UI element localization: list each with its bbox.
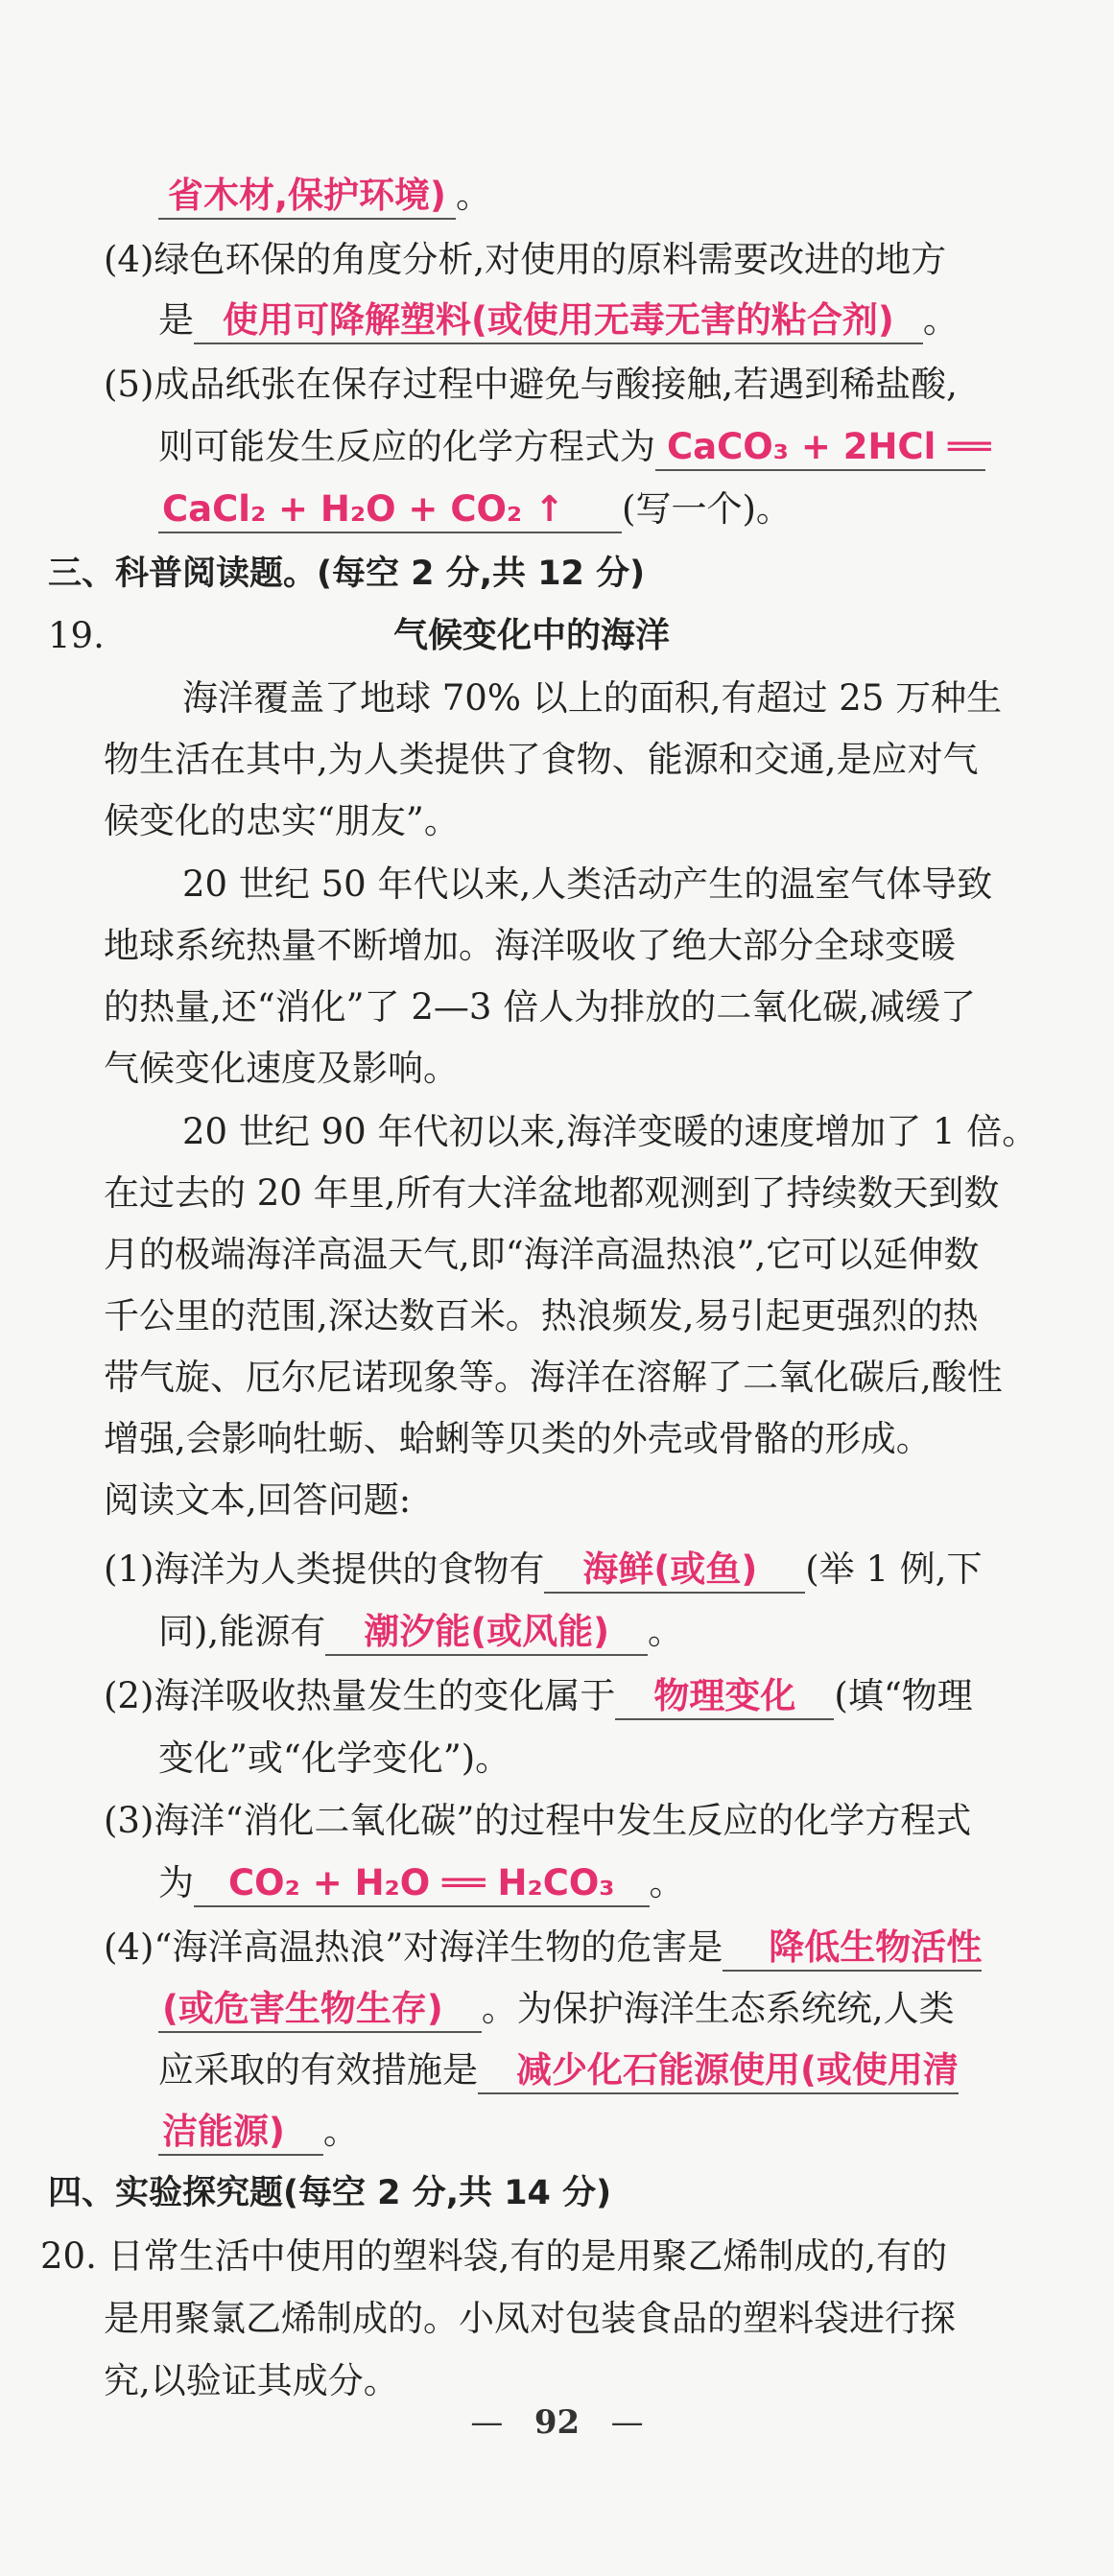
punct: 。 [648, 1611, 684, 1652]
punct: 。 [922, 299, 959, 341]
q19-para1-line3: 候变化的忠实“朋友”。 [104, 800, 460, 841]
section4-heading: 四、实验探究题(每空 2 分,共 14 分) [48, 2174, 612, 2212]
q20-line1: 20. 日常生活中使用的塑料袋,有的是用聚乙烯制成的,有的 [40, 2235, 948, 2277]
q20-line2: 是用聚氯乙烯制成的。小凤对包装食品的塑料袋进行探 [104, 2298, 956, 2339]
q19-sub1-line1 [104, 1545, 983, 1595]
page-footer [0, 2403, 1114, 2442]
q19-sub4-line4 [158, 2107, 359, 2157]
q18-part5-line2 [158, 422, 991, 472]
q19-sub2-line1 [104, 1671, 973, 1721]
q19-sub1-line2 [158, 1607, 683, 1657]
text: (举 1 例,下 [805, 1548, 983, 1590]
q19-para2-line2: 地球系统热量不断增加。海洋吸收了绝大部分全球变暖 [104, 925, 956, 966]
q19-para3-line2: 在过去的 20 年里,所有大洋盆地都观测到了持续数天到数 [104, 1172, 1000, 1214]
section3-heading: 三、科普阅读题。(每空 2 分,共 12 分) [48, 555, 646, 593]
punct: 。 [649, 1862, 685, 1903]
q18-part4-answer: 使用可降解塑料(或使用无毒无害的粘合剂) [194, 298, 923, 344]
q19-para3-line5: 带气旋、厄尔尼诺现象等。海洋在溶解了二氧化碳后,酸性 [104, 1357, 1003, 1398]
q19-sub4-line2 [158, 1984, 955, 2034]
footer-dash-left: — [470, 2403, 504, 2442]
text: 是 [158, 299, 194, 341]
text: (2)海洋吸收热量发生的变化属于 [104, 1675, 616, 1716]
q19-para3-line1: 20 世纪 90 年代初以来,海洋变暖的速度增加了 1 倍。 [182, 1111, 1038, 1152]
punct: 。 [455, 175, 491, 216]
q19-sub2-line2: 变化”或“化学变化”)。 [158, 1737, 511, 1779]
q19-sub4-line1 [104, 1923, 982, 1973]
q19-sub4-line3 [158, 2045, 959, 2095]
q19-sub3-answer: CO₂ + H₂O ══ H₂CO₃ [194, 1861, 650, 1907]
text: 。为保护海洋生态系统统,人类 [481, 1988, 955, 2029]
q19-prompt: 阅读文本,回答问题: [104, 1479, 412, 1521]
text: 为 [158, 1862, 194, 1903]
q19-sub4-answer-c: 减少化石能源使用(或使用清 [478, 2048, 959, 2094]
q19-title: 气候变化中的海洋 [393, 616, 671, 655]
page-number: 92 [533, 2403, 581, 2442]
q19-sub4-answer-d: 洁能源) [158, 2110, 323, 2156]
q20-line3: 究,以验证其成分。 [104, 2360, 399, 2401]
text: (1)海洋为人类提供的食物有 [104, 1548, 545, 1590]
text: (填“物理 [834, 1675, 973, 1716]
q18-part5-answer-b: CaCl₂ + H₂O + CO₂ ↑ [158, 487, 622, 533]
text: (4)“海洋高温热浪”对海洋生物的危害是 [104, 1926, 723, 1968]
text: 同),能源有 [158, 1611, 326, 1652]
q19-sub1-answer: 海鲜(或鱼) [544, 1548, 805, 1594]
q18-continued-line [158, 171, 491, 221]
text: (写一个)。 [622, 488, 792, 530]
q19-para1-line1: 海洋覆盖了地球 70% 以上的面积,有超过 25 万种生 [182, 677, 1003, 719]
q19-sub3-line2 [158, 1858, 685, 1908]
q19-sub4-answer-a: 降低生物活性 [723, 1926, 982, 1972]
q18-part4-line1: (4)绿色环保的角度分析,对使用的原料需要改进的地方 [104, 239, 947, 280]
q19-para2-line4: 气候变化速度及影响。 [104, 1048, 459, 1089]
q19-sub2-answer: 物理变化 [615, 1674, 834, 1720]
text: 应采取的有效措施是 [158, 2049, 478, 2091]
q19-para1-line2: 物生活在其中,为人类提供了食物、能源和交通,是应对气 [104, 739, 979, 780]
q19-para3-line3: 月的极端海洋高温天气,即“海洋高温热浪”,它可以延伸数 [104, 1234, 980, 1275]
q19-number: 19. [48, 615, 105, 656]
q19-para3-line4: 千公里的范围,深达数百米。热浪频发,易引起更强烈的热 [104, 1295, 979, 1336]
q19-sub1-answer2: 潮汐能(或风能) [325, 1610, 648, 1656]
text: 则可能发生反应的化学方程式为 [158, 426, 655, 467]
q19-sub4-answer-b: (或危害生物生存) [158, 1987, 482, 2033]
q18-part5-line1: (5)成品纸张在保存过程中避免与酸接触,若遇到稀盐酸, [104, 364, 958, 405]
footer-dash-right: — [610, 2403, 644, 2442]
q19-para2-line3: 的热量,还“消化”了 2—3 倍人为排放的二氧化碳,减缓了 [104, 986, 976, 1028]
q18-part5-line3 [158, 484, 792, 534]
q19-para3-line6: 增强,会影响牡蛎、蛤蜊等贝类的外壳或骨骼的形成。 [104, 1418, 932, 1459]
q19-para2-line1: 20 世纪 50 年代以来,人类活动产生的温室气体导致 [182, 863, 993, 905]
q18-part5-answer-a: CaCO₃ + 2HCl ══ [655, 425, 985, 471]
punct: 。 [322, 2111, 359, 2152]
q18-part4-line2 [158, 295, 959, 345]
q19-sub3-line1: (3)海洋“消化二氧化碳”的过程中发生反应的化学方程式 [104, 1800, 972, 1841]
q18-continued-answer: 省木材,保护环境) [158, 174, 456, 220]
